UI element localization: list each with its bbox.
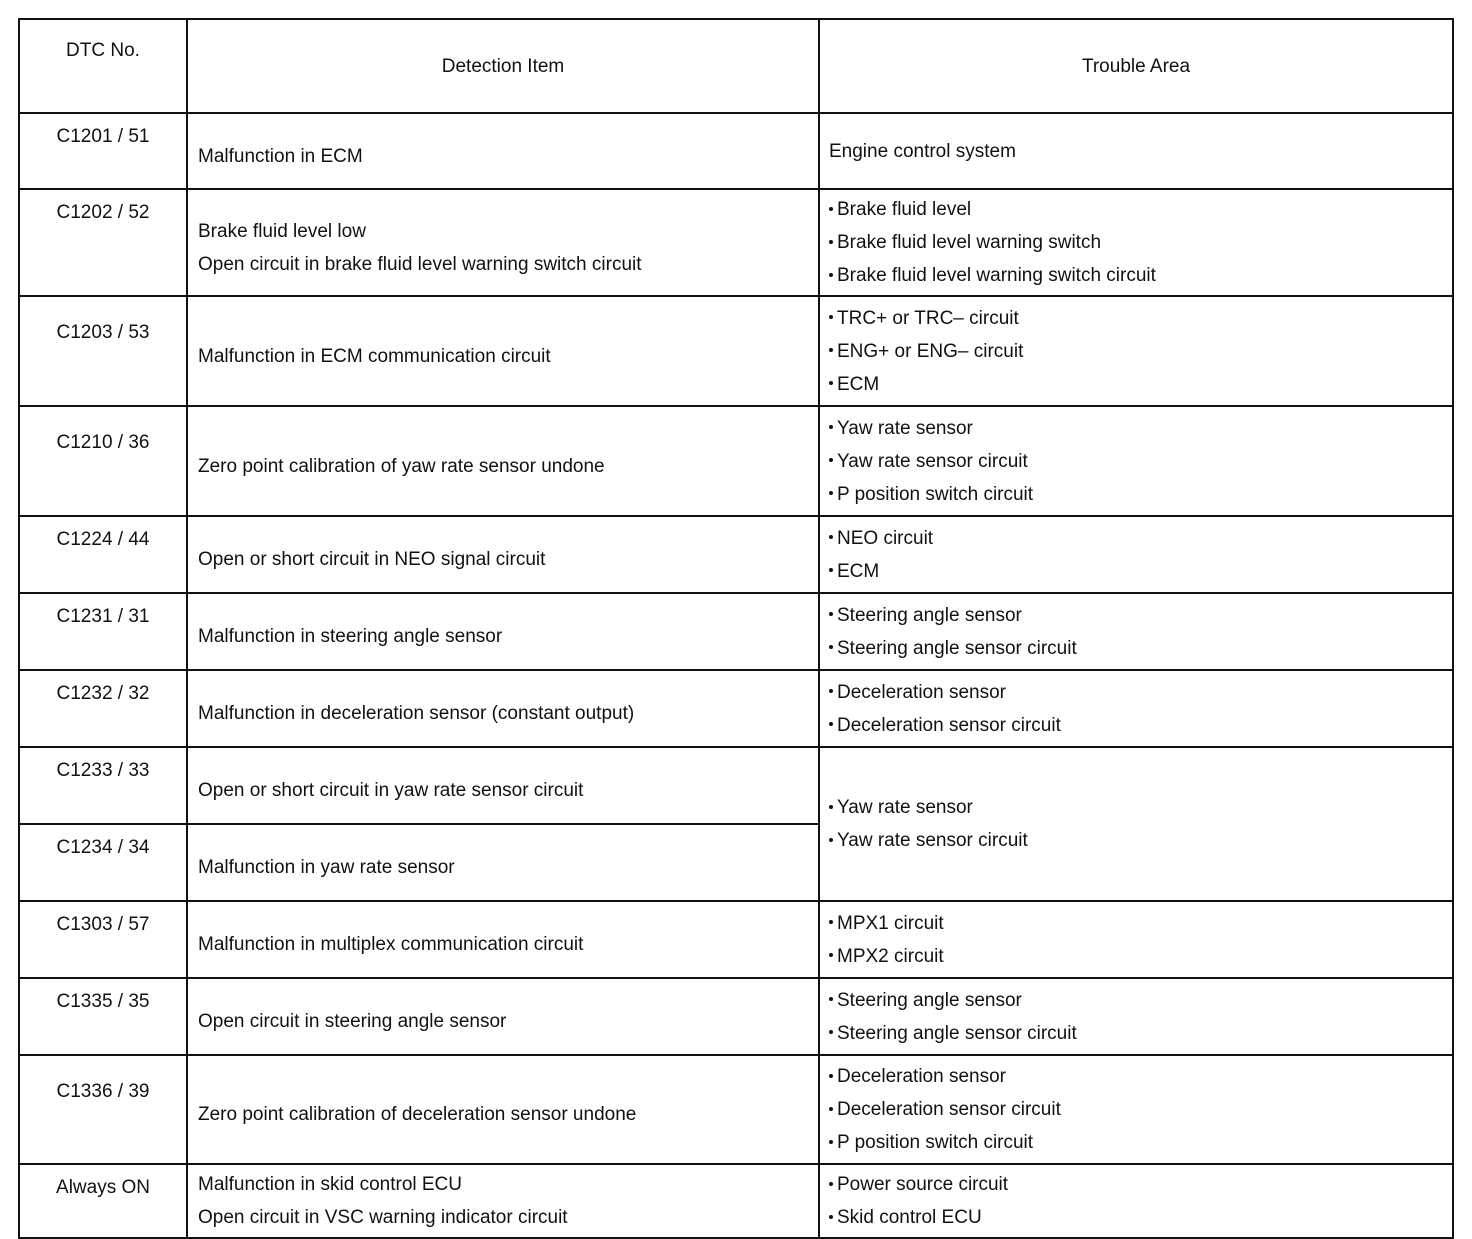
- dtc-code: C1224 / 44: [19, 516, 187, 593]
- trouble-cell: [819, 296, 1453, 406]
- trouble-item: [829, 478, 1452, 511]
- trouble-item: [829, 824, 1452, 857]
- bullet-icon: [829, 838, 833, 842]
- dtc-code: C1202 / 52: [19, 189, 187, 296]
- bullet-icon: [829, 381, 833, 385]
- trouble-item: [829, 676, 1452, 709]
- trouble-cell: [819, 406, 1453, 516]
- trouble-item: [829, 368, 1452, 401]
- trouble-text: Brake fluid level warning switch circuit: [837, 265, 1156, 286]
- trouble-text: Steering angle sensor: [837, 604, 1022, 626]
- dtc-table: [18, 18, 1454, 1239]
- bullet-icon: [829, 458, 833, 462]
- bullet-icon: [829, 1140, 833, 1144]
- trouble-text: MPX1 circuit: [837, 912, 944, 934]
- trouble-text: P position switch circuit: [837, 1132, 1034, 1153]
- detection-cell: [187, 189, 819, 296]
- table-row: [19, 1055, 1453, 1164]
- bullet-icon: [829, 348, 833, 352]
- detection-cell: [187, 1164, 819, 1238]
- trouble-text: Brake fluid level: [837, 199, 972, 220]
- header-trouble-area: Trouble Area: [819, 19, 1453, 113]
- trouble-item: [829, 1126, 1452, 1159]
- trouble-item: [829, 940, 1452, 973]
- header-dtc-no: DTC No.: [19, 19, 187, 113]
- trouble-cell: [819, 1164, 1453, 1238]
- trouble-item: [829, 522, 1452, 555]
- table-row: [19, 406, 1453, 516]
- detection-cell: [187, 296, 819, 406]
- detection-cell: [187, 670, 819, 747]
- trouble-cell: [819, 189, 1453, 296]
- table-row: [19, 296, 1453, 406]
- table-row: [19, 516, 1453, 593]
- trouble-text: Deceleration sensor: [837, 1066, 1006, 1087]
- trouble-text: Deceleration sensor: [837, 681, 1006, 703]
- bullet-icon: [829, 645, 833, 649]
- bullet-icon: [829, 425, 833, 429]
- table-row: [19, 747, 1453, 824]
- trouble-cell: [819, 593, 1453, 670]
- trouble-cell: [819, 1055, 1453, 1164]
- trouble-item: [829, 445, 1452, 478]
- table-row: [19, 189, 1453, 296]
- table-row: [19, 1164, 1453, 1238]
- detection-line: Open circuit in brake fluid level warning switch circuit: [198, 253, 642, 275]
- trouble-text: Steering angle sensor: [837, 989, 1022, 1011]
- trouble-item: [829, 193, 1452, 226]
- bullet-icon: [829, 315, 833, 319]
- detection-line: Open circuit in steering angle sensor: [198, 1011, 507, 1032]
- trouble-item: [829, 555, 1452, 588]
- trouble-item: [829, 709, 1452, 742]
- dtc-code: C1336 / 39: [19, 1055, 187, 1164]
- trouble-line: Engine control system: [829, 140, 1016, 162]
- detection-cell: [187, 406, 819, 516]
- trouble-text: Deceleration sensor circuit: [837, 714, 1061, 736]
- trouble-text: Yaw rate sensor circuit: [837, 830, 1028, 851]
- bullet-icon: [829, 1215, 833, 1219]
- trouble-text: Power source circuit: [837, 1174, 1009, 1195]
- detection-line: Open circuit in VSC warning indicator circuit: [198, 1207, 568, 1228]
- detection-cell: [187, 747, 819, 824]
- trouble-item: [829, 632, 1452, 665]
- trouble-text: Skid control ECU: [837, 1207, 982, 1228]
- detection-line: Zero point calibration of yaw rate sensor undone: [198, 455, 605, 477]
- detection-line: Malfunction in ECM communication circuit: [198, 345, 551, 367]
- trouble-item: [829, 907, 1452, 940]
- bullet-icon: [829, 1030, 833, 1034]
- bullet-icon: [829, 1182, 833, 1186]
- trouble-text: Yaw rate sensor: [837, 417, 973, 439]
- bullet-icon: [829, 953, 833, 957]
- header-detection-item: Detection Item: [187, 19, 819, 113]
- dtc-code: C1335 / 35: [19, 978, 187, 1055]
- dtc-code: C1303 / 57: [19, 901, 187, 978]
- dtc-code: C1234 / 34: [19, 824, 187, 901]
- dtc-code: C1210 / 36: [19, 406, 187, 516]
- detection-cell: [187, 824, 819, 901]
- dtc-code: C1201 / 51: [19, 113, 187, 189]
- trouble-item: [829, 335, 1452, 368]
- trouble-item: [829, 1168, 1452, 1201]
- trouble-item: [829, 984, 1452, 1017]
- trouble-item: [829, 412, 1452, 445]
- trouble-text: Brake fluid level warning switch: [837, 232, 1102, 253]
- detection-cell: [187, 901, 819, 978]
- bullet-icon: [829, 207, 833, 211]
- bullet-icon: [829, 535, 833, 539]
- detection-line: Brake fluid level low: [198, 220, 366, 242]
- trouble-cell: [819, 113, 1453, 189]
- trouble-text: ECM: [837, 560, 880, 582]
- bullet-icon: [829, 805, 833, 809]
- detection-line: Malfunction in deceleration sensor (constant output): [198, 703, 635, 724]
- dtc-code: C1231 / 31: [19, 593, 187, 670]
- trouble-cell: [819, 978, 1453, 1055]
- trouble-item: [829, 302, 1452, 335]
- trouble-text: Steering angle sensor circuit: [837, 637, 1077, 659]
- dtc-code: C1232 / 32: [19, 670, 187, 747]
- table-row: [19, 978, 1453, 1055]
- dtc-code: C1233 / 33: [19, 747, 187, 824]
- trouble-item: [829, 1060, 1452, 1093]
- trouble-cell: [819, 901, 1453, 978]
- trouble-item: [829, 1017, 1452, 1050]
- trouble-text: Deceleration sensor circuit: [837, 1099, 1061, 1120]
- dtc-code: C1203 / 53: [19, 296, 187, 406]
- bullet-icon: [829, 612, 833, 616]
- table-row: [19, 670, 1453, 747]
- bullet-icon: [829, 568, 833, 572]
- detection-line: Open or short circuit in NEO signal circuit: [198, 549, 546, 570]
- detection-cell: [187, 113, 819, 189]
- detection-cell: [187, 1055, 819, 1164]
- trouble-text: ECM: [837, 373, 880, 395]
- detection-line: Open or short circuit in yaw rate sensor circuit: [198, 780, 584, 801]
- bullet-icon: [829, 1107, 833, 1111]
- bullet-icon: [829, 240, 833, 244]
- table-header-row: [19, 19, 1453, 113]
- detection-cell: [187, 593, 819, 670]
- table-row: [19, 901, 1453, 978]
- detection-line: Malfunction in ECM: [198, 145, 363, 167]
- bullet-icon: [829, 491, 833, 495]
- bullet-icon: [829, 997, 833, 1001]
- trouble-text: Yaw rate sensor: [837, 797, 973, 818]
- trouble-text: Steering angle sensor circuit: [837, 1022, 1077, 1044]
- bullet-icon: [829, 1074, 833, 1078]
- trouble-cell: [819, 670, 1453, 747]
- trouble-text: NEO circuit: [837, 527, 934, 549]
- bullet-icon: [829, 722, 833, 726]
- trouble-text: MPX2 circuit: [837, 945, 944, 967]
- trouble-item: [829, 226, 1452, 259]
- table-row: [19, 593, 1453, 670]
- trouble-cell: [819, 747, 1453, 901]
- trouble-cell: [819, 516, 1453, 593]
- table-row: [19, 113, 1453, 189]
- trouble-item: [829, 1093, 1452, 1126]
- detection-cell: [187, 516, 819, 593]
- bullet-icon: [829, 920, 833, 924]
- trouble-item: [829, 1201, 1452, 1234]
- trouble-item: [829, 791, 1452, 824]
- detection-line: Malfunction in yaw rate sensor: [198, 857, 455, 878]
- dtc-code: Always ON: [19, 1164, 187, 1238]
- detection-line: Zero point calibration of deceleration sensor undone: [198, 1104, 637, 1125]
- trouble-item: [829, 599, 1452, 632]
- bullet-icon: [829, 273, 833, 277]
- bullet-icon: [829, 689, 833, 693]
- trouble-text: ENG+ or ENG– circuit: [837, 340, 1024, 362]
- detection-cell: [187, 978, 819, 1055]
- detection-line: Malfunction in skid control ECU: [198, 1174, 462, 1195]
- trouble-text: Yaw rate sensor circuit: [837, 450, 1028, 472]
- trouble-text: TRC+ or TRC– circuit: [837, 307, 1019, 329]
- trouble-item: [829, 259, 1452, 292]
- detection-line: Malfunction in multiplex communication circuit: [198, 934, 584, 955]
- detection-line: Malfunction in steering angle sensor: [198, 626, 503, 647]
- trouble-text: P position switch circuit: [837, 483, 1034, 505]
